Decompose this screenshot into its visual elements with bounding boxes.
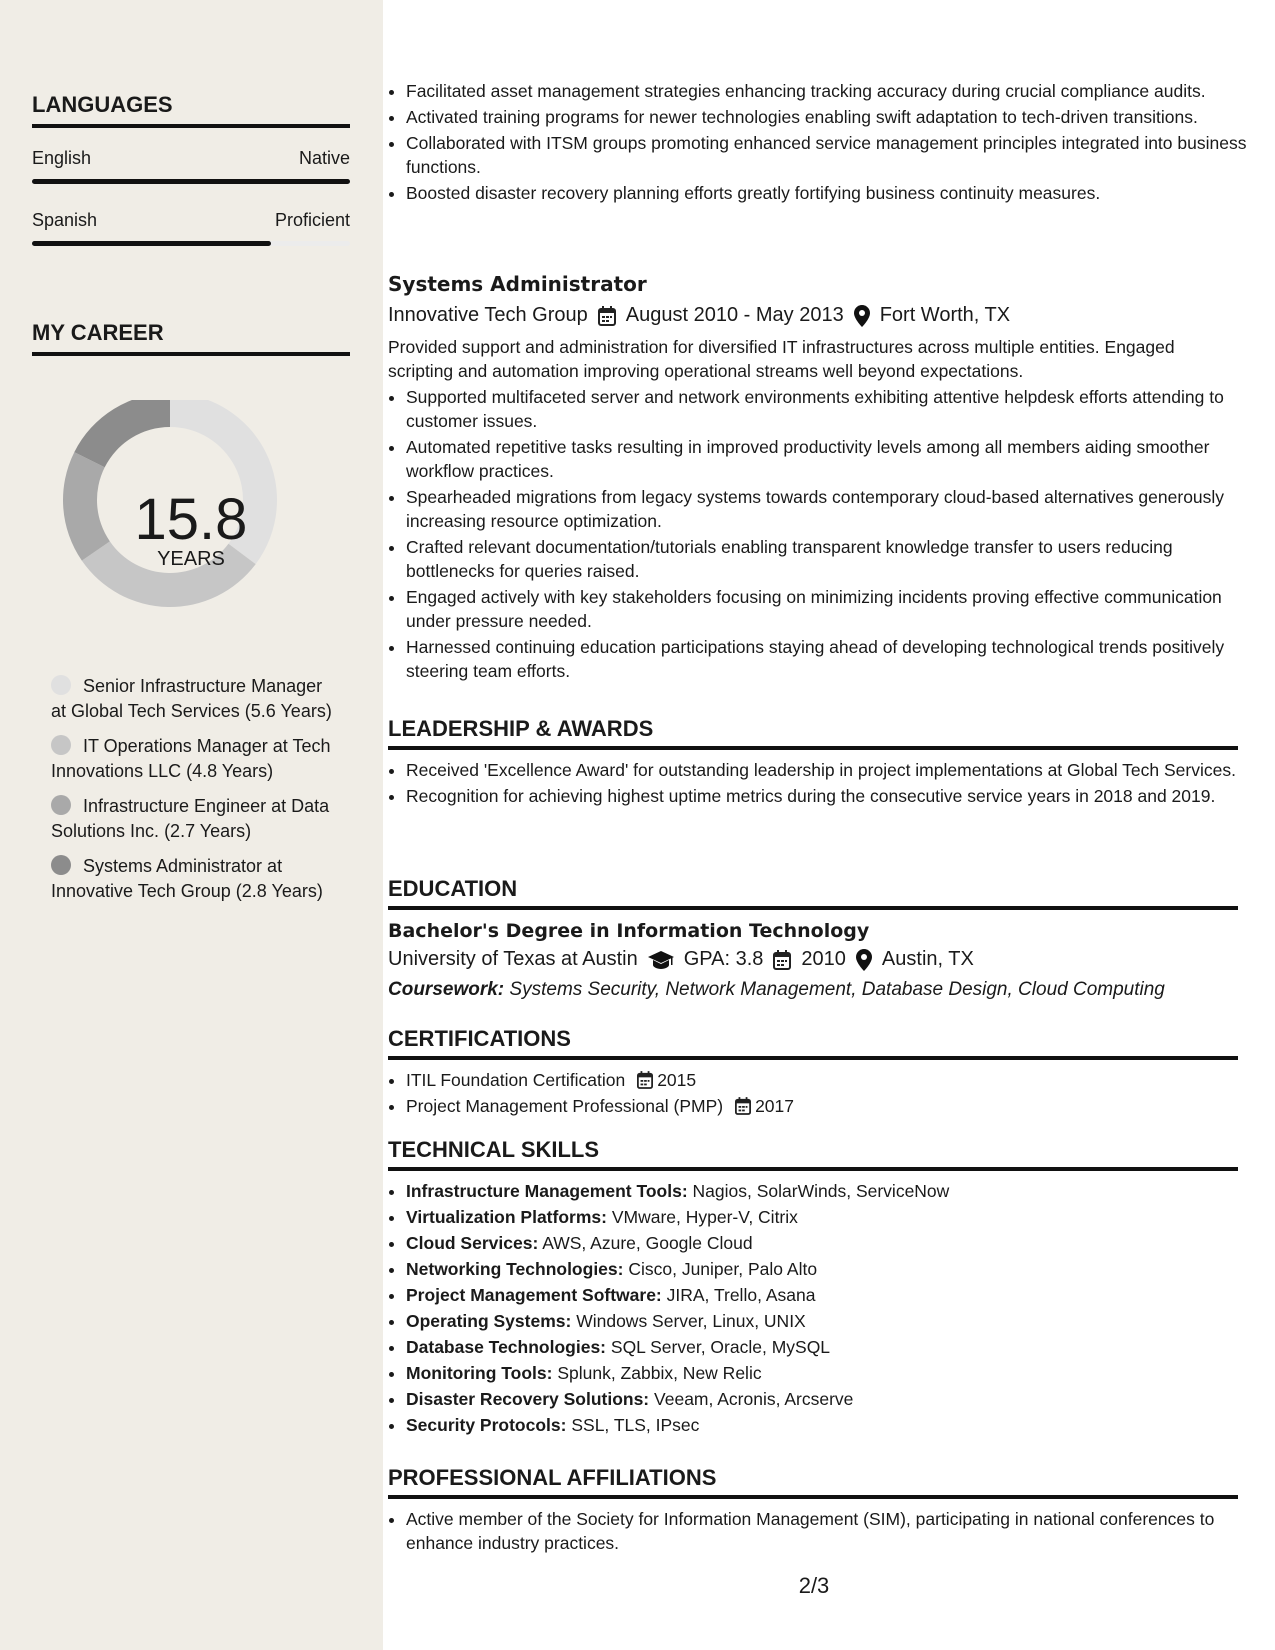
skill-item [406,1413,1238,1437]
job-location: Fort Worth, TX [879,304,1011,326]
list-item [406,1068,1238,1092]
career-donut-chart [32,400,350,640]
skill-item [406,1257,1238,1281]
language-name: English [32,148,92,168]
language-item [32,210,350,246]
job-meta [388,304,1238,327]
affiliations-list [388,1507,1238,1555]
calendar-icon [735,1097,751,1115]
list-item: • Engaged actively with key stakeholders focusing on minimizing incidents proving effective communication under pressure needed. [406,585,1238,633]
skill-label: Infrastructure Management Tools: [406,1181,688,1201]
career-legend-label: Senior Infrastructure Manager at Global Tech Services (5.6 Years) [51,676,332,721]
main-content [388,0,1247,1650]
certification-name: • Project Management Professional (PMP) [406,1096,724,1116]
language-proficiency-bar [32,179,350,184]
leadership-heading: LEADERSHIP & AWARDS [388,716,1238,750]
calendar-icon [637,1071,653,1089]
certification-name: • ITIL Foundation Certification [406,1070,626,1090]
skill-item [406,1283,1238,1307]
skill-value: SSL, TLS, IPsec [571,1415,700,1435]
list-item: • Automated repetitive tasks resulting in improved productivity levels among all members aiding smoother workflow practices. [406,435,1238,483]
job-entry [388,272,1238,685]
list-item: • Received 'Excellence Award' for outstanding leadership in project implementations at Global Tech Services. [406,758,1238,782]
coursework-value: Systems Security, Network Management, Database Design, Cloud Computing [509,979,1165,1000]
skill-value: SQL Server, Oracle, MySQL [610,1337,831,1357]
career-legend-item [51,734,336,784]
job-title: Systems Administrator [388,272,647,296]
education-coursework [388,979,1238,1001]
calendar-icon [773,950,791,970]
map-pin-icon [854,305,870,327]
language-proficiency-bar [32,241,350,246]
job-description: Provided support and administration for diversified IT infrastructures across multiple entities. Engaged scripting and automation improving operational streams well beyond expectations. [388,337,1175,381]
list-item: • Crafted relevant documentation/tutorials enabling transparent knowledge transfer to users reducing bottlenecks for queries raised. [406,535,1238,583]
skill-value: VMware, Hyper-V, Citrix [611,1207,798,1227]
skill-value: AWS, Azure, Google Cloud [542,1233,753,1253]
list-item: • Facilitated asset management strategies enhancing tracking accuracy during crucial compliance audits. [406,79,1256,103]
job-dates: August 2010 - May 2013 [625,304,844,326]
career-legend-item [51,854,336,904]
education-location: Austin, TX [881,948,974,970]
certifications-heading: CERTIFICATIONS [388,1026,1238,1060]
skill-value: Windows Server, Linux, UNIX [576,1311,806,1331]
list-item: • Supported multifaceted server and network environments exhibiting attentive helpdesk efforts attending to customer issues. [406,385,1238,433]
career-section [32,320,350,356]
page-number: 2/3 [798,1573,830,1598]
skill-value: Nagios, SolarWinds, ServiceNow [692,1181,950,1201]
skill-item [406,1179,1238,1203]
affiliations-heading: PROFESSIONAL AFFILIATIONS [388,1465,1238,1499]
skill-item [406,1205,1238,1229]
list-item: • Boosted disaster recovery planning efforts greatly fortifying business continuity measures. [406,181,1256,205]
affiliations-section [388,1465,1238,1557]
job-company: Innovative Tech Group [388,304,588,326]
skill-label: Project Management Software: [406,1285,662,1305]
skill-label: Networking Technologies: [406,1259,624,1279]
skill-label: Disaster Recovery Solutions: [406,1389,650,1409]
skill-value: JIRA, Trello, Asana [666,1285,816,1305]
language-proficiency-fill [32,179,350,184]
map-pin-icon [856,949,872,971]
career-years-label: YEARS [157,548,225,570]
education-section [388,876,1238,1001]
certification-year: 2015 [657,1070,697,1090]
career-legend-item [51,674,336,724]
career-total-years: 15.8 [134,487,248,552]
language-name: Spanish [32,210,98,230]
skill-label: Database Technologies: [406,1337,607,1357]
skill-label: Cloud Services: [406,1233,539,1253]
skill-item [406,1335,1238,1359]
leadership-section [388,716,1238,810]
language-proficiency-fill [32,241,271,246]
list-item: • Recognition for achieving highest uptime metrics during the consecutive service years in 2018 and 2019. [406,784,1238,808]
career-legend [51,674,336,914]
sidebar [0,0,383,1650]
education-meta [388,948,1238,971]
list-item: • Collaborated with ITSM groups promoting enhanced service management principles integrated into business functions. [406,131,1256,179]
coursework-label: Coursework: [388,979,505,1000]
legend-dot-icon [51,735,71,755]
donut-segment [74,400,170,467]
skill-label: Security Protocols: [406,1415,567,1435]
education-degree: Bachelor's Degree in Information Technology [388,920,870,942]
skill-item [406,1361,1238,1385]
language-item [32,148,350,184]
legend-dot-icon [51,795,71,815]
languages-section [32,92,350,246]
skill-label: Monitoring Tools: [406,1363,553,1383]
skill-item [406,1387,1238,1411]
list-item [406,1094,1238,1118]
skill-label: Virtualization Platforms: [406,1207,607,1227]
skills-heading: TECHNICAL SKILLS [388,1137,1238,1171]
career-legend-label: Infrastructure Engineer at Data Solutions Inc. (2.7 Years) [51,796,330,841]
list-item: • Activated training programs for newer technologies enabling swift adaptation to tech-driven transitions. [406,105,1256,129]
certification-year: 2017 [755,1096,795,1116]
leadership-list [388,758,1238,808]
skill-value: Cisco, Juniper, Palo Alto [628,1259,818,1279]
career-legend-label: Systems Administrator at Innovative Tech Group (2.8 Years) [51,856,323,901]
legend-dot-icon [51,675,71,695]
list-item: • Active member of the Society for Information Management (SIM), participating in national conferences to enhance industry practices. [406,1507,1238,1555]
career-heading: MY CAREER [32,320,350,356]
skill-value: Veeam, Acronis, Arcserve [654,1389,854,1409]
legend-dot-icon [51,855,71,875]
skill-label: Operating Systems: [406,1311,572,1331]
list-item: • Spearheaded migrations from legacy systems towards contemporary cloud-based alternatives generously increasing resource optimization. [406,485,1238,533]
education-school: University of Texas at Austin [388,948,638,970]
career-legend-item [51,794,336,844]
language-level: Native [298,148,350,168]
skills-list [388,1179,1238,1437]
job-bullets [388,385,1238,683]
skill-value: Splunk, Zabbix, New Relic [557,1363,762,1383]
career-legend-label: IT Operations Manager at Tech Innovations LLC (4.8 Years) [51,736,331,781]
skill-item [406,1309,1238,1333]
skill-item [406,1231,1238,1255]
previous-job-bullets [388,79,1256,207]
list-item: • Harnessed continuing education participations staying ahead of developing technological trends positively steering team efforts. [406,635,1238,683]
languages-heading: LANGUAGES [32,92,350,128]
certifications-list [388,1068,1238,1118]
education-gpa: GPA: 3.8 [683,948,764,970]
skills-section [388,1137,1238,1439]
education-heading: EDUCATION [388,876,1238,910]
certifications-section [388,1026,1238,1120]
language-level: Proficient [274,210,350,230]
education-year: 2010 [801,948,846,970]
calendar-icon [598,306,616,326]
graduation-cap-icon [648,951,674,969]
